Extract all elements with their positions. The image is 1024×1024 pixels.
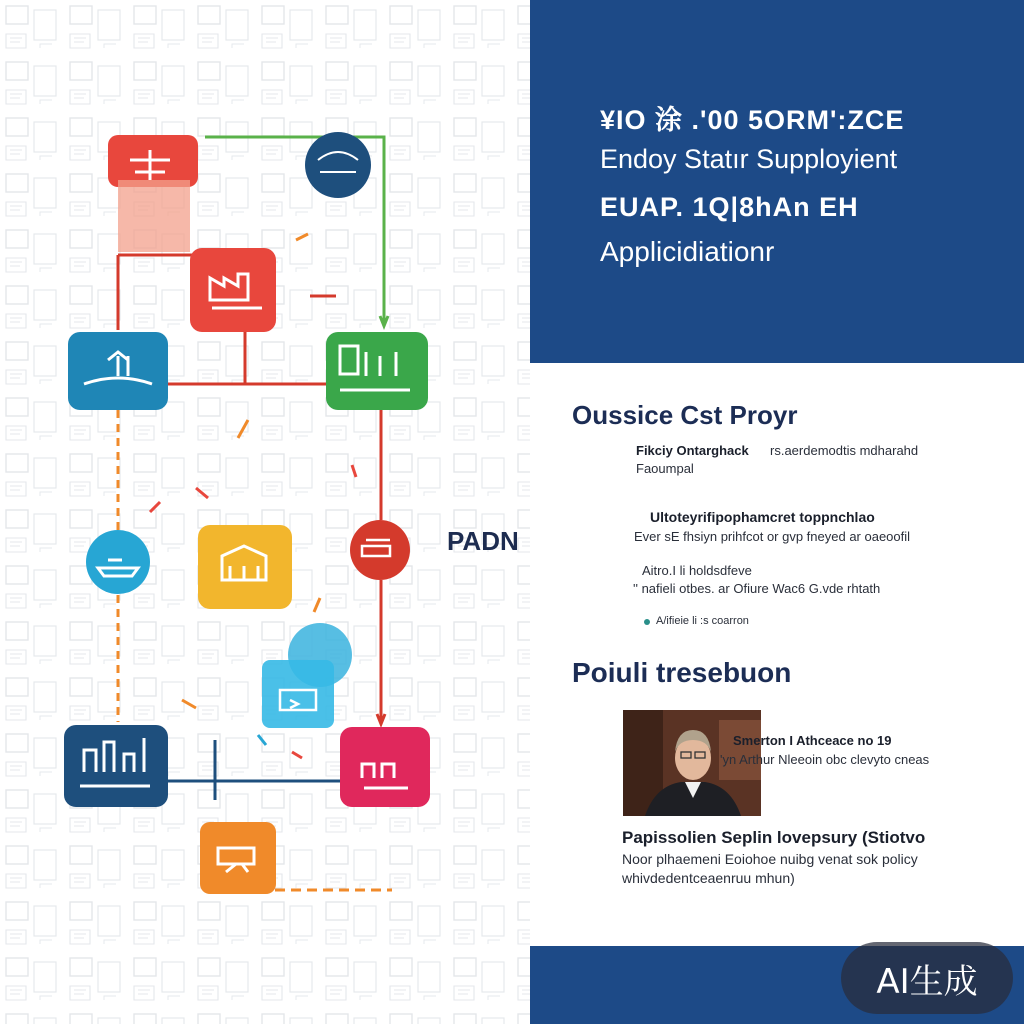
- globe-node[interactable]: [305, 132, 371, 198]
- person-caption: Smerton I Athceace no 19: [733, 733, 892, 748]
- factory-node[interactable]: [190, 248, 276, 332]
- header-line-1: ¥IO 涂 .'00 5ORM':ZCE: [600, 105, 905, 135]
- quote-line-1: Noor plhaemeni Eoiohoe nuibg venat sok policy: [622, 851, 918, 867]
- quote-line-2: whivdedentceaenruu mhun): [622, 870, 795, 886]
- harbor-node[interactable]: [68, 332, 168, 410]
- ai-generated-watermark: AI生成: [841, 942, 1013, 1014]
- block2-line1-text: Ever sE fhsiyn prihfcot or gvp fneyed ar oaeoofil: [634, 529, 911, 544]
- diagram-side-label: PADN: [447, 526, 519, 556]
- block1-line1-text: rs.aerdemodtis mdharahd: [770, 443, 919, 458]
- ship-node[interactable]: [86, 530, 150, 594]
- office-node[interactable]: [326, 332, 428, 410]
- quote-title: Papissolien Seplin lovepsury (Stiotvo: [622, 828, 926, 847]
- section-title-1: Oussice Cst Proyr: [572, 400, 798, 430]
- warehouse-node[interactable]: [198, 525, 292, 609]
- bullet-text: A/ifieie li :s coarron: [656, 615, 749, 627]
- person-subtitle: 'yn Arthur Nleeoin obc clevyto cneas: [720, 752, 930, 767]
- bullet-dot: [644, 619, 650, 625]
- block1-line2-text: Faoumpal: [636, 461, 694, 476]
- header-line-3: EUAP. 1Q|8hAn EH: [600, 192, 859, 222]
- retail-node[interactable]: [340, 727, 430, 807]
- block2-title: Ultoteyrifipophamcret toppnchlao: [650, 509, 875, 525]
- city-node[interactable]: [64, 725, 168, 807]
- block3-line2-text: '' nafieli otbes. ar Ofiure Wac6 G.vde rhtath: [633, 581, 881, 596]
- header-banner: [530, 0, 1024, 363]
- document-node[interactable]: [108, 135, 198, 252]
- header-line-2: Endoy Statır Supployient: [600, 144, 898, 174]
- header-line-4: Applicidiationr: [600, 236, 775, 267]
- section-title-2: Poiuli tresebuon: [572, 657, 792, 688]
- delivery-node[interactable]: [200, 822, 276, 894]
- block1-bold-label: Fikciy Ontarghack: [636, 443, 749, 458]
- block3-line1-text: Aitro.I li holdsdfeve: [642, 563, 752, 578]
- truck-node[interactable]: [350, 520, 410, 580]
